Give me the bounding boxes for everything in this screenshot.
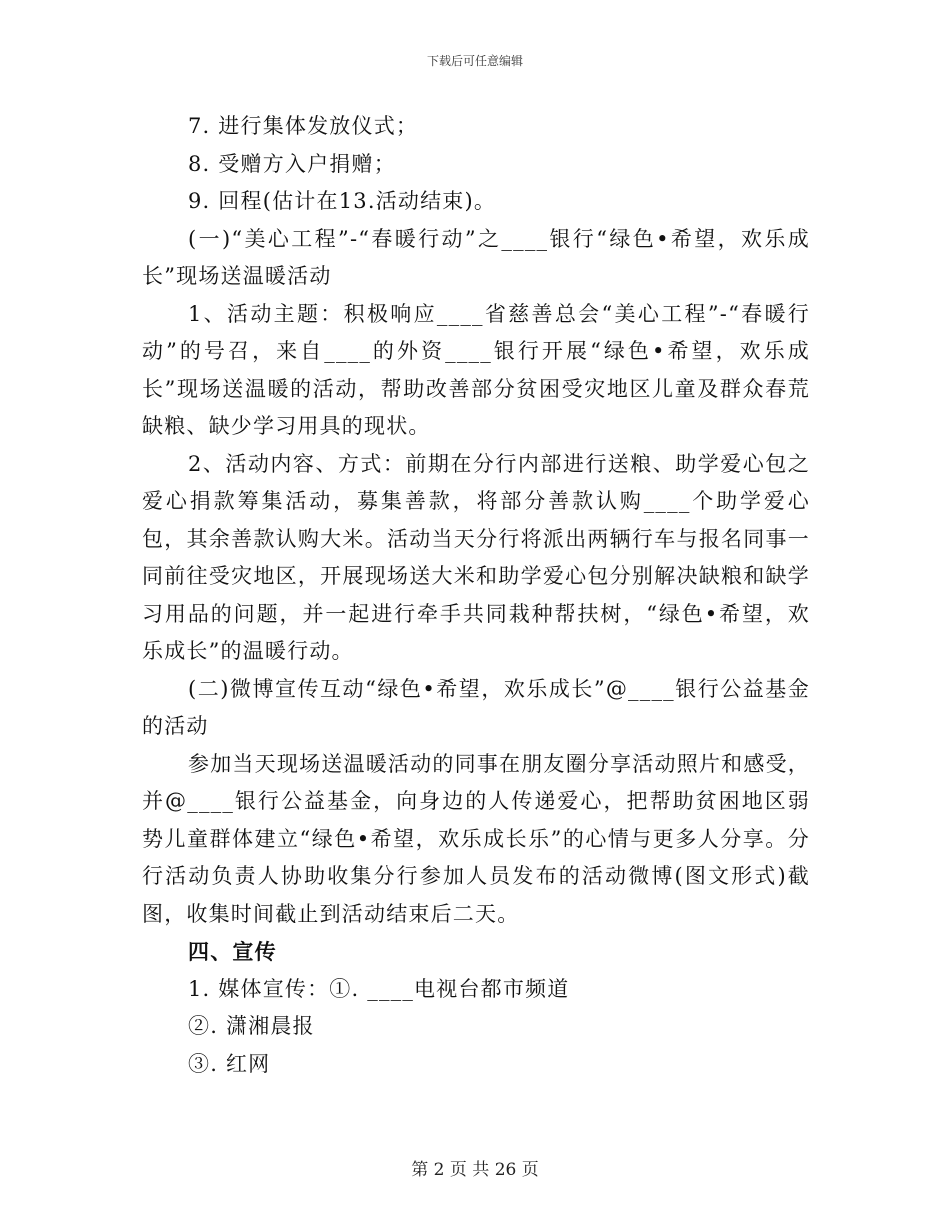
page-number-footer: 第 2 页 共 26 页 <box>411 1160 539 1180</box>
list-item-8: 8. 受赠方入户捐赠； <box>188 151 396 176</box>
paragraph-weibo: 参加当天现场送温暖活动的同事在朋友圈分享活动照片和感受，并@____银行公益基金，向身边的人传递爱心，把帮助贫困地区弱势儿童群体建立“绿色•希望，欢乐成长乐”的心情与更多人分享。分行活动负责人协助收集分行参加人员发布的活动微博(图文形式)截图，收集时间截止到活动结束后二天。 <box>142 751 810 926</box>
heading-publicity: 四、宣传 <box>188 939 277 964</box>
section-title-1: (一)“美心工程”-“春暖行动”之____银行“绿色•希望，欢乐成长”现场送温暖活动 <box>142 226 810 288</box>
paragraph-activity-content: 2、活动内容、方式：前期在分行内部进行送粮、助学爱心包之爱心捐款筹集活动，募集善款，将部分善款认购____个助学爱心包，其余善款认购大米。活动当天分行将派出两辆行车与报名同事一同前往受灾地区，开展现场送大米和助学爱心包分别解决缺粮和缺学习用品的问题，并一起进行牵手共同栽种帮扶树，“绿色•希望，欢乐成长”的温暖行动。 <box>142 451 810 663</box>
paragraph-activity-theme: 1、活动主题：积极响应____省慈善总会“美心工程”-“春暖行动”的号召，来自____的外资____银行开展“绿色•希望，欢乐成长”现场送温暖的活动，帮助改善部分贫困受灾地区儿童及群众春荒缺粮、缺少学习用具的现状。 <box>142 301 810 438</box>
section-title-2: (二)微博宣传互动“绿色•希望，欢乐成长”@____银行公益基金的活动 <box>142 676 810 738</box>
page-header-note: 下载后可任意编辑 <box>426 54 523 68</box>
document-body <box>142 108 810 1083</box>
media-item-3: ③. 红网 <box>188 1051 271 1076</box>
media-item-1: 1. 媒体宣传：①. ____电视台都市频道 <box>188 976 570 1001</box>
list-item-7: 7. 进行集体发放仪式； <box>188 114 419 138</box>
list-item-9: 9. 回程(估计在13.活动结束)。 <box>188 189 497 213</box>
media-item-2: ②. 潇湘晨报 <box>188 1014 315 1038</box>
